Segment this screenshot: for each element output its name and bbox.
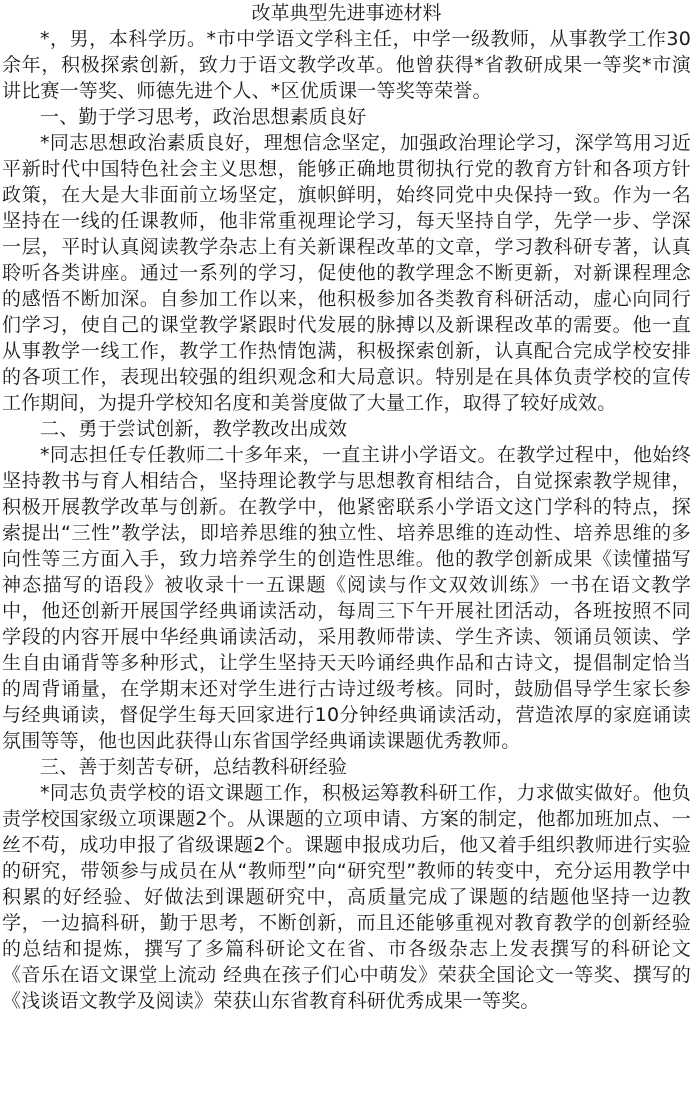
document-title: 改革典型先进事迹材料: [251, 2, 442, 24]
section-2-heading: 二、勇于尝试创新，教学教改出成效: [40, 418, 348, 440]
intro-paragraph: *，男，本科学历。*市中学语文学科主任，中学一级教师，从事教学工作30余年，积极探索创新，致力于语文教学改革。他曾获得*省教研成果一等奖*市演讲比赛一等奖、师德先进个人、*区优质课一等奖等荣誉。: [2, 28, 691, 102]
section-1-heading: 一、勤于学习思考，政治思想素质良好: [40, 106, 367, 128]
section-3-body: *同志负责学校的语文课题工作，积极运筹教科研工作，力求做实做好。他负责学校国家级立项课题2个。从课题的立项申请、方案的制定，他都加班加点、一丝不苟，成功申报了省级课题2个。课题申报成功后，他又着手组织教师进行实验的研究，带领参与成员在从“教师型”向“研究型”教师的转变中，充分运用教学中积累的好经验、好做法到课题研究中，高质量完成了课题的结题他坚持一边教学，一边搞科研，勤于思考，不断创新，而且还能够重视对教育教学的创新经验的总结和提炼，撰写了多篇科研论文在省、市各级杂志上发表撰写的科研论文《音乐在语文课堂上流动 经典在孩子们心中萌发》荣获全国论文一等奖、撰写的《浅谈语文教学及阅读》荣获山东省教育科研优秀成果一等奖。: [2, 782, 691, 1012]
section-3-heading: 三、善于刻苦专研，总结教科研经验: [40, 756, 348, 778]
section-2-body: *同志担任专任教师二十多年来，一直主讲小学语文。在教学过程中，他始终坚持教书与育人相结合，坚持理论教学与思想教育相结合，自觉探索教学规律，积极开展教学改革与创新。在教学中，他紧密联系小学语文这门学科的特点，探索提出“三性”教学法，即培养思维的独立性、培养思维的连动性、培养思维的多向性等三方面入手，致力培养学生的创造性思维。他的教学创新成果《读懂描写神态描写的语段》被收录十一五课题《阅读与作文双效训练》一书在语文教学中，他还创新开展国学经典诵读活动，每周三下午开展社团活动，各班按照不同学段的内容开展中华经典诵读活动，采用教师带读、学生齐读、领诵员领读、学生自由诵背等多种形式，让学生坚持天天吟诵经典作品和古诗文，提倡制定恰当的周背诵量，在学期末还对学生进行古诗过级考核。同时，鼓励倡导学生家长参与经典诵读，督促学生每天回家进行10分钟经典诵读活动，营造浓厚的家庭诵读氛围等等，他也因此获得山东省国学经典诵读课题优秀教师。: [2, 444, 691, 752]
section-1-body: *同志思想政治素质良好，理想信念坚定，加强政治理论学习，深学笃用习近平新时代中国特色社会主义思想，能够正确地贯彻执行党的教育方针和各项方针政策，在大是大非面前立场坚定，旗帜鲜明，始终同党中央保持一致。作为一名坚持在一线的任课教师，他非常重视理论学习，每天坚持自学，先学一步、学深一层，平时认真阅读教学杂志上有关新课程改革的文章，学习教科研专著，认真聆听各类讲座。通过一系列的学习，促使他的教学理念不断更新，对新课程理念的感悟不断加深。自参加工作以来，他积极参加各类教育科研活动，虚心向同行们学习，使自己的课堂教学紧跟时代发展的脉搏以及新课程改革的需要。他一直从事教学一线工作，教学工作热情饱满，积极探索创新，认真配合完成学校安排的各项工作，表现出较强的组织观念和大局意识。特别是在具体负责学校的宣传工作期间，为提升学校知名度和美誉度做了大量工作，取得了较好成效。: [2, 132, 691, 414]
